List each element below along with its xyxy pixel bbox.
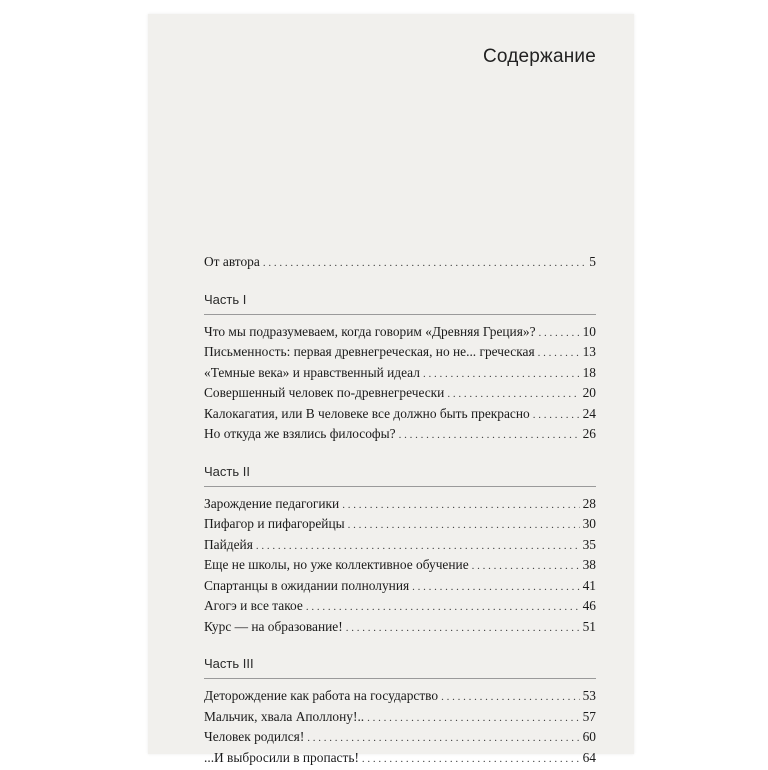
toc-entry	[204, 598, 596, 619]
dot-leader	[441, 691, 579, 703]
toc-entry-page: 60	[583, 729, 596, 745]
dot-leader	[472, 560, 580, 572]
toc-entry	[204, 688, 596, 709]
dot-leader	[348, 519, 580, 531]
toc-entry	[204, 344, 596, 365]
toc-entry-page: 26	[583, 426, 596, 442]
part-heading: Часть II	[204, 464, 596, 484]
toc-entry-page: 13	[583, 344, 596, 360]
page-title: Содержание	[483, 46, 596, 68]
toc-entry-title: Зарождение педагогики	[204, 496, 339, 512]
dot-leader	[412, 581, 579, 593]
dot-leader	[533, 409, 580, 421]
part-divider	[204, 678, 596, 679]
dot-leader	[367, 712, 579, 724]
toc-entry-title: Мальчик, хвала Аполлону!..	[204, 709, 364, 725]
dot-leader	[306, 601, 580, 613]
toc-entry-title: Пайдейя	[204, 537, 253, 553]
part-heading: Часть III	[204, 656, 596, 676]
toc-entry-page: 20	[583, 385, 596, 401]
toc-entry-page: 41	[583, 578, 596, 594]
toc-entry	[204, 426, 596, 447]
toc-entry-page: 35	[583, 537, 596, 553]
toc-entry-title: Письменность: первая древнегреческая, но не... греческая	[204, 344, 535, 360]
toc-entry	[204, 365, 596, 386]
toc-entry-title: Но откуда же взялись философы?	[204, 426, 396, 442]
toc-entry	[204, 496, 596, 517]
toc-entry	[204, 578, 596, 599]
toc-entry	[204, 619, 596, 640]
toc-entry-title: «Темные века» и нравственный идеал	[204, 365, 420, 381]
dot-leader	[447, 388, 579, 400]
toc-part-2	[204, 464, 596, 640]
toc-entry-title: От автора	[204, 254, 260, 270]
toc-entry	[204, 557, 596, 578]
toc-entry-page: 5	[589, 254, 596, 270]
dot-leader	[256, 540, 580, 552]
toc-entry	[204, 324, 596, 345]
book-page	[148, 14, 634, 754]
toc-entry-page: 51	[583, 619, 596, 635]
dot-leader	[399, 429, 580, 441]
toc-entry	[204, 750, 596, 770]
toc-part-3	[204, 656, 596, 770]
toc-entry-title: ...И выбросили в пропасть!	[204, 750, 359, 766]
toc-entry-title: Калокагатия, или В человеке все должно быть прекрасно	[204, 406, 530, 422]
toc-entry	[204, 385, 596, 406]
dot-leader	[362, 753, 580, 765]
toc-entry	[204, 406, 596, 427]
toc-entry	[204, 537, 596, 558]
dot-leader	[423, 368, 580, 380]
toc-entry-page: 46	[583, 598, 596, 614]
toc-entry	[204, 729, 596, 750]
toc-entry-title: Агогэ и все такое	[204, 598, 303, 614]
toc-entry-title: Спартанцы в ожидании полнолуния	[204, 578, 409, 594]
toc-entry-title: Курс — на образование!	[204, 619, 343, 635]
toc-entry-page: 64	[583, 750, 596, 766]
toc-entry-title: Совершенный человек по-древнегречески	[204, 385, 444, 401]
toc-entry	[204, 709, 596, 730]
toc-entry-title: Деторождение как работа на государство	[204, 688, 438, 704]
dot-leader	[538, 347, 580, 359]
toc-entry-intro	[204, 254, 596, 275]
toc-entry-title: Пифагор и пифагорейцы	[204, 516, 345, 532]
toc-entry-page: 38	[583, 557, 596, 573]
table-of-contents	[204, 240, 596, 770]
dot-leader	[307, 732, 579, 744]
part-heading: Часть I	[204, 292, 596, 312]
dot-leader	[346, 622, 580, 634]
toc-entry	[204, 516, 596, 537]
toc-entry-page: 57	[583, 709, 596, 725]
toc-entry-title: Еще не школы, но уже коллективное обучение	[204, 557, 469, 573]
toc-entry-page: 30	[583, 516, 596, 532]
part-divider	[204, 314, 596, 315]
toc-entry-page: 53	[583, 688, 596, 704]
toc-part-1	[204, 292, 596, 447]
dot-leader	[342, 499, 579, 511]
toc-entry-page: 10	[583, 324, 596, 340]
toc-entry-title: Человек родился!	[204, 729, 304, 745]
part-divider	[204, 486, 596, 487]
dot-leader	[263, 257, 586, 269]
toc-entry-page: 18	[583, 365, 596, 381]
toc-entry-page: 28	[583, 496, 596, 512]
toc-entry-title: Что мы подразумеваем, когда говорим «Древняя Греция»?	[204, 324, 536, 340]
toc-entry-page: 24	[583, 406, 596, 422]
dot-leader	[539, 327, 580, 339]
